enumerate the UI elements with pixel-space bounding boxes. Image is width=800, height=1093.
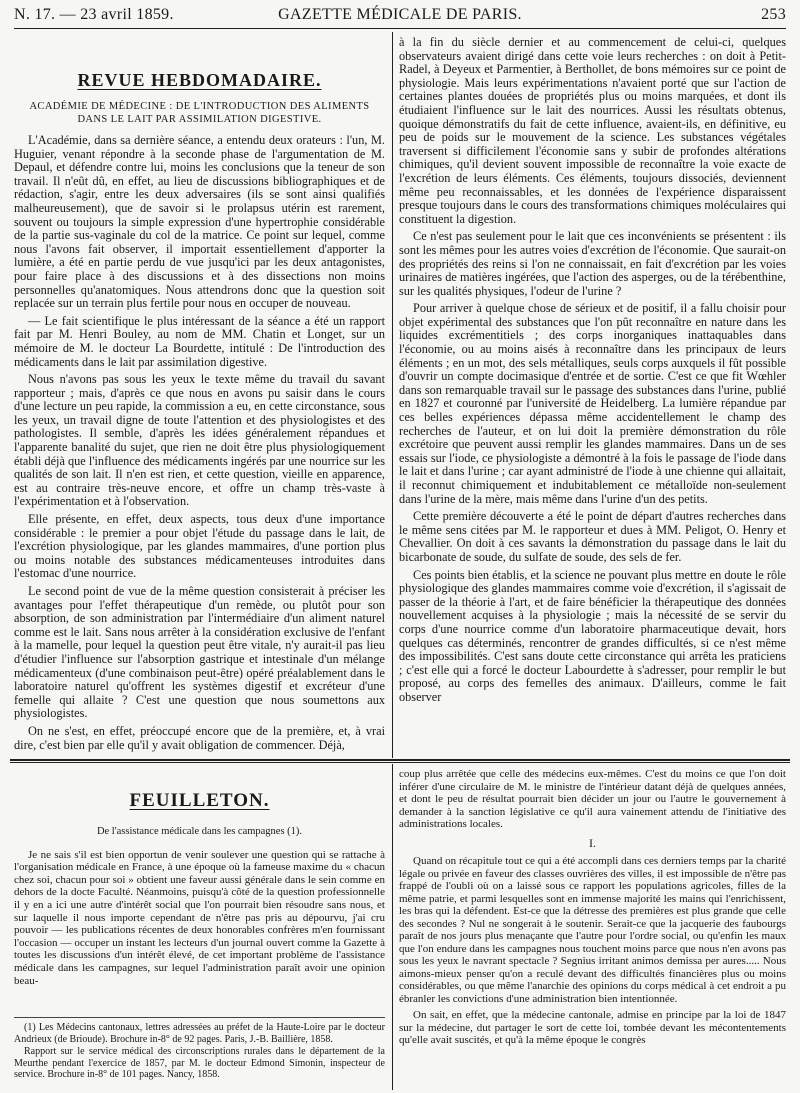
paragraph: Pour arriver à quelque chose de sérieux et de positif, il a fallu choisir pour objet expérimental des substances que l'on pût reconnaître en nature dans les liquides excrémentitiels ; des corps inorganiques inattaquables dans l'économie, ou au moins aisés à reconnaître dans les principaux de leurs éléments ; en un mot, des sels métalliques, seuls corps auxquels il fût possible d'ouvrir un compte docimasique d'entrée et de sortie. C'est ce que fit Wœhler dans son remarquable travail sur le passage des substances dans l'urine, publié en 1827 et couronné par l'université de Heidelberg. La lumière répandue par ces belles expériences dépassa même accidentellement le champ des recherches de l'auteur, et on lui doit la première démonstration du rôle excrétoire que peuvent aussi remplir les glandes mammaires. Dans un de ses essais sur l'iode, ce physiologiste a démontré à la fois le passage de l'iode dans le lait et dans l'urine ; car ayant administré de l'iode à une chienne qui allaitait, il reconnut chimiquement et indubitablement ce métalloïde non-seulement dans l'urine de la mère, mais même dans l'urine d'un des petits.: [399, 301, 786, 506]
revue-left-column: [14, 66, 385, 756]
column-divider: [392, 32, 393, 758]
section-numeral: I.: [589, 835, 596, 850]
paragraph: On sait, en effet, que la médecine cantonale, admise en principe par la loi de 1847 sur la médecine, dut partager le sort de cette loi, tombée devant les mécontentements qu'elle avait suscités, et qu'à la même époque le congrès: [399, 1009, 786, 1046]
footnotes: [14, 1022, 385, 1082]
paragraph: L'Académie, dans sa dernière séance, a entendu deux orateurs : l'un, M. Huguier, venant répondre à la seconde phase de l'argumentation de M. Depaul, et défendre contre lui, moins les conclusions que la teneur de son travail. Il n'eût dû, en effet, au lieu de discussions bibliographiques et de rédaction, s'agir, entre les deux adversaires (ils se sont ainsi qualifiés malheureusement), que de savoir si le prolapsus utérin est rarement, souvent ou toujours la simple expression d'une hypertrophie considérable de la partie sus-vaginale du col de la matrice. Ce point sur lequel, comme nous l'avons fait observer, il importait essentiellement d'apporter la lumière, a été en partie perdu de vue jusqu'ici par les deux antagonistes, pour faire place à des discussions et à des dissections non moins personnelles qu'anatomiques. Nous attendrons donc que la question soit replacée sur un terrain plus fertile pour nous en occuper de nouveau.: [14, 133, 385, 311]
feuilleton-right-column: [399, 768, 786, 1090]
page-header: [14, 4, 786, 29]
feuilleton-column-divider: [392, 764, 393, 1090]
feuilleton-subheading: De l'assistance médicale dans les campagnes (1).: [96, 826, 303, 837]
paragraph: Ce n'est pas seulement pour le lait que ces inconvénients se présentent : ils sont les mêmes pour les autres voies d'excrétion de l'économie. Que saurait-on des propriétés des reins si l'on ne connaissait, en fait d'excrétion par les voies urinaires de matières ingérées, que l'action des asperges, ou de la térébenthine, sur les qualités physiques, l'odeur de l'urine ?: [399, 229, 786, 298]
paragraph: Je ne sais s'il est bien opportun de venir soulever une question qui se rattache à l'organisation médicale en France, à une époque où la fameuse maxime du « chacun chez soi, chacun pour soi » obtient une faveur aussi générale dans le sein comme en dehors de la docte Faculté. Néanmoins, puisqu'à côté de la question professionnelle il y en a ici une autre d'intérêt social que l'on pourrait bien résoudre sans nous, et sur laquelle il nous importe cependant de n'être pas pris au dépourvu, j'ai cru pouvoir — les publications récentes de deux honorables confrères m'en fournissant l'occasion — occuper un instant les lecteurs d'un journal ouvert comme la Gazette à toutes les discussions d'un intérêt élevé, de cet important problème de l'assistance médicale dans les campagnes, sur lequel l'administration paraît avoir une opinion beau-: [14, 848, 385, 987]
issue-date: N. 17. — 23 avril 1859.: [14, 6, 174, 23]
paragraph: Nous n'avons pas sous les yeux le texte même du travail du savant rapporteur ; mais, d'après ce que nous en avons pu saisir dans le cours d'une lecture un peu rapide, la commission a eu, en cette circonstance, sous les yeux, un travail digne de toute l'attention et des physiologistes et des pathologistes. Il semble, d'après les idées généralement répandues et l'apparente banalité du sujet, que rien ne doit être plus physiologiquement établi déjà que l'influence des médicaments ingérés par une nourrice sur les qualités de son lait. Il n'en est rien, et cette question, vieille en apparence, est au contraire très-neuve encore, et offre un champ très-vaste à l'expérimentation et à l'observation.: [14, 372, 385, 509]
paragraph: Quand on récapitule tout ce qui a été accompli dans ces derniers temps par la charité légale ou privée en faveur des classes ouvrières des villes, il est impossible de n'être pas frappé de l'oubli où on a laissé sous ce rapport les populations agricoles, filles de la même patrie, et parmi lesquelles sont en immense majorité les mains qui l'enrichissent, les bras qui la défendent. Est-ce que la détresse des premières est plus grande que celle des secondes ? Nul ne songerait à le soutenir. Serait-ce que la jacquerie des faubourgs paraît de nos jours plus menaçante que l'autre pour l'ordre social, ou qu'enfin les maux que l'on endure dans les campagnes nous touchent moins parce que nous n'en avons pas sous les yeux le navrant spectacle ? Segnius irritant animos demissa per aures..... Nous aimons-mieux penser qu'on a reculé devant des difficultés financières plus ou moins considérables, ou que même l'anarchie des opinions du corps médical à cet endroit a pu ébranler les convictions d'une administration bien intentionnée.: [399, 855, 786, 1005]
footnote-rule: [14, 1017, 385, 1018]
page-number: 253: [761, 6, 786, 23]
paragraph: On ne s'est, en effet, préoccupé encore que de la première, et, à vrai dire, c'est bien par elle qu'il y avait obligation de commencer. Déjà,: [14, 723, 385, 752]
feuilleton-rule: [10, 759, 790, 761]
paragraph: Elle présente, en effet, deux aspects, tous deux d'une importance considérable : le premier a pour objet l'étude du passage dans le lait, de l'excrétion physiologique, par les glandes mammaires, d'une portion plus ou moins notable des substances médicamenteuses introduites dans l'estomac d'une nourrice.: [14, 512, 385, 581]
paragraph: à la fin du siècle dernier et au commencement de celui-ci, quelques observateurs avaient dirigé dans cette voie leurs recherches : on doit à Petit-Radel, à Deyeux et Parmentier, à Berthollet, de bons mémoires sur ce point de physiologie. Mais leurs expérimentations n'avaient porté que sur l'action de certaines plantes douées de propriétés plus ou moins marquées, et dont ils étudiaient l'influence sur le lait des nourrices. Aussi les résultats obtenus, quoique démonstratifs du fait de cette influence, avaient-ils, en définitive, eu peu de poids sur le mouvement de la science. Les substances végétales traversent si difficilement l'économie sans y subir de profondes altérations chimiques, qu'il devient souvent impossible de reconnaître la voie exacte de l'excrétion de leurs éléments. Ces éléments, toujours dissociés, deviennent même peu reconnaissables, et les données de l'expérience disparaissent presque toujours dans le cours des transformations chimiques moléculaires qui constituent la digestion.: [399, 36, 786, 226]
footnote: Rapport sur le service médical des circonscriptions rurales dans le département de la Meurthe pendant l'exercice de 1857, par M. le docteur Edmond Simonin, inspecteur de service. Brochure in-8° de 101 pages. Nancy, 1858.: [14, 1046, 385, 1080]
feuilleton-rule-thin: [10, 762, 790, 763]
revue-subheading: ACADÉMIE DE MÉDECINE : DE L'INTRODUCTION DES ALIMENTS DANS LE LAIT PAR ASSIMILATION DIGESTIVE.: [29, 101, 370, 125]
feuilleton-title: FEUILLETON.: [129, 790, 270, 811]
paragraph: — Le fait scientifique le plus intéressant de la séance a été un rapport fait par M. Henri Bouley, au nom de MM. Chatin et Longet, sur un mémoire de M. le docteur La Bourdette, intitulé : De l'introduction des médicaments dans le lait par assimilation digestive.: [14, 313, 385, 369]
paragraph: Ces points bien établis, et la science ne pouvant plus mettre en doute le rôle physiologique des glandes mammaires comme voie d'excrétion, il s'agissait de passer de la théorie à l'art, et de faire bénéficier la thérapeutique des données nouvellement acquises à la physiologie ; mais la nécessité de se servir du corps d'une nourrice comme d'un laboratoire pharmaceutique devait, hors quelques cas déterminés, rencontrer de grandes difficultés, si ce n'est même des impossibilités. C'est sans doute cette circonstance qui arrêta les praticiens ; c'est elle qui a forcé le docteur Labourdette à s'adresser, pour remplir le but proposé, au corps des femelles des animaux. D'ailleurs, comme le fait observer: [399, 567, 786, 704]
paragraph: Cette première découverte a été le point de départ d'autres recherches dans le même sens citées par M. le rapporteur et dues à MM. Peligot, O. Henry et Chevallier. On doit à ces savants la démonstration du passage dans le lait du bicarbonate de soude, du sulfate de soude, des sels de fer.: [399, 509, 786, 564]
paragraph: Le second point de vue de la même question consisterait à préciser les avantages pour l'effet thérapeutique d'un remède, ou plutôt pour son absorption, de son administration par l'intermédiaire d'un aliment naturel comme est le lait. Sans nous arrêter à la considération exclusive de l'enfant à la mamelle, pour lequel la question peut être vitale, n'y aurait-il pas lieu d'étudier l'influence sur l'absorption gastrique et intestinale d'un mélange médicamenteux (d'une combinaison peut-être) opéré préalablement dans le laboratoire naturel qu'offrent les systèmes digestif et excréteur d'une femelle qui allaite ? C'est une question que nous soumettons aux physiologistes.: [14, 584, 385, 721]
paragraph: coup plus arrêtée que celle des médecins eux-mêmes. C'est du moins ce que l'on doit inférer d'une circulaire de M. le ministre de l'intérieur datant déjà de quelques années, et dont le peu de résultat pourrait bien décider un jour ou l'autre le gouvernement à demander à la sanction législative ce qu'il aura vainement attendu de l'initiative des administrations locales.: [399, 768, 786, 830]
revue-title: REVUE HEBDOMADAIRE.: [77, 70, 322, 90]
feuilleton-left-column: [14, 826, 385, 1022]
footnote: (1) Les Médecins cantonaux, lettres adressées au préfet de la Haute-Loire par le docteur Andrieux (de Brioude). Brochure in-8° de 92 pages. Paris, J.-B. Baillière, 1858.: [14, 1022, 385, 1045]
revue-right-column: [399, 36, 786, 756]
journal-title: GAZETTE MÉDICALE DE PARIS.: [278, 6, 522, 23]
